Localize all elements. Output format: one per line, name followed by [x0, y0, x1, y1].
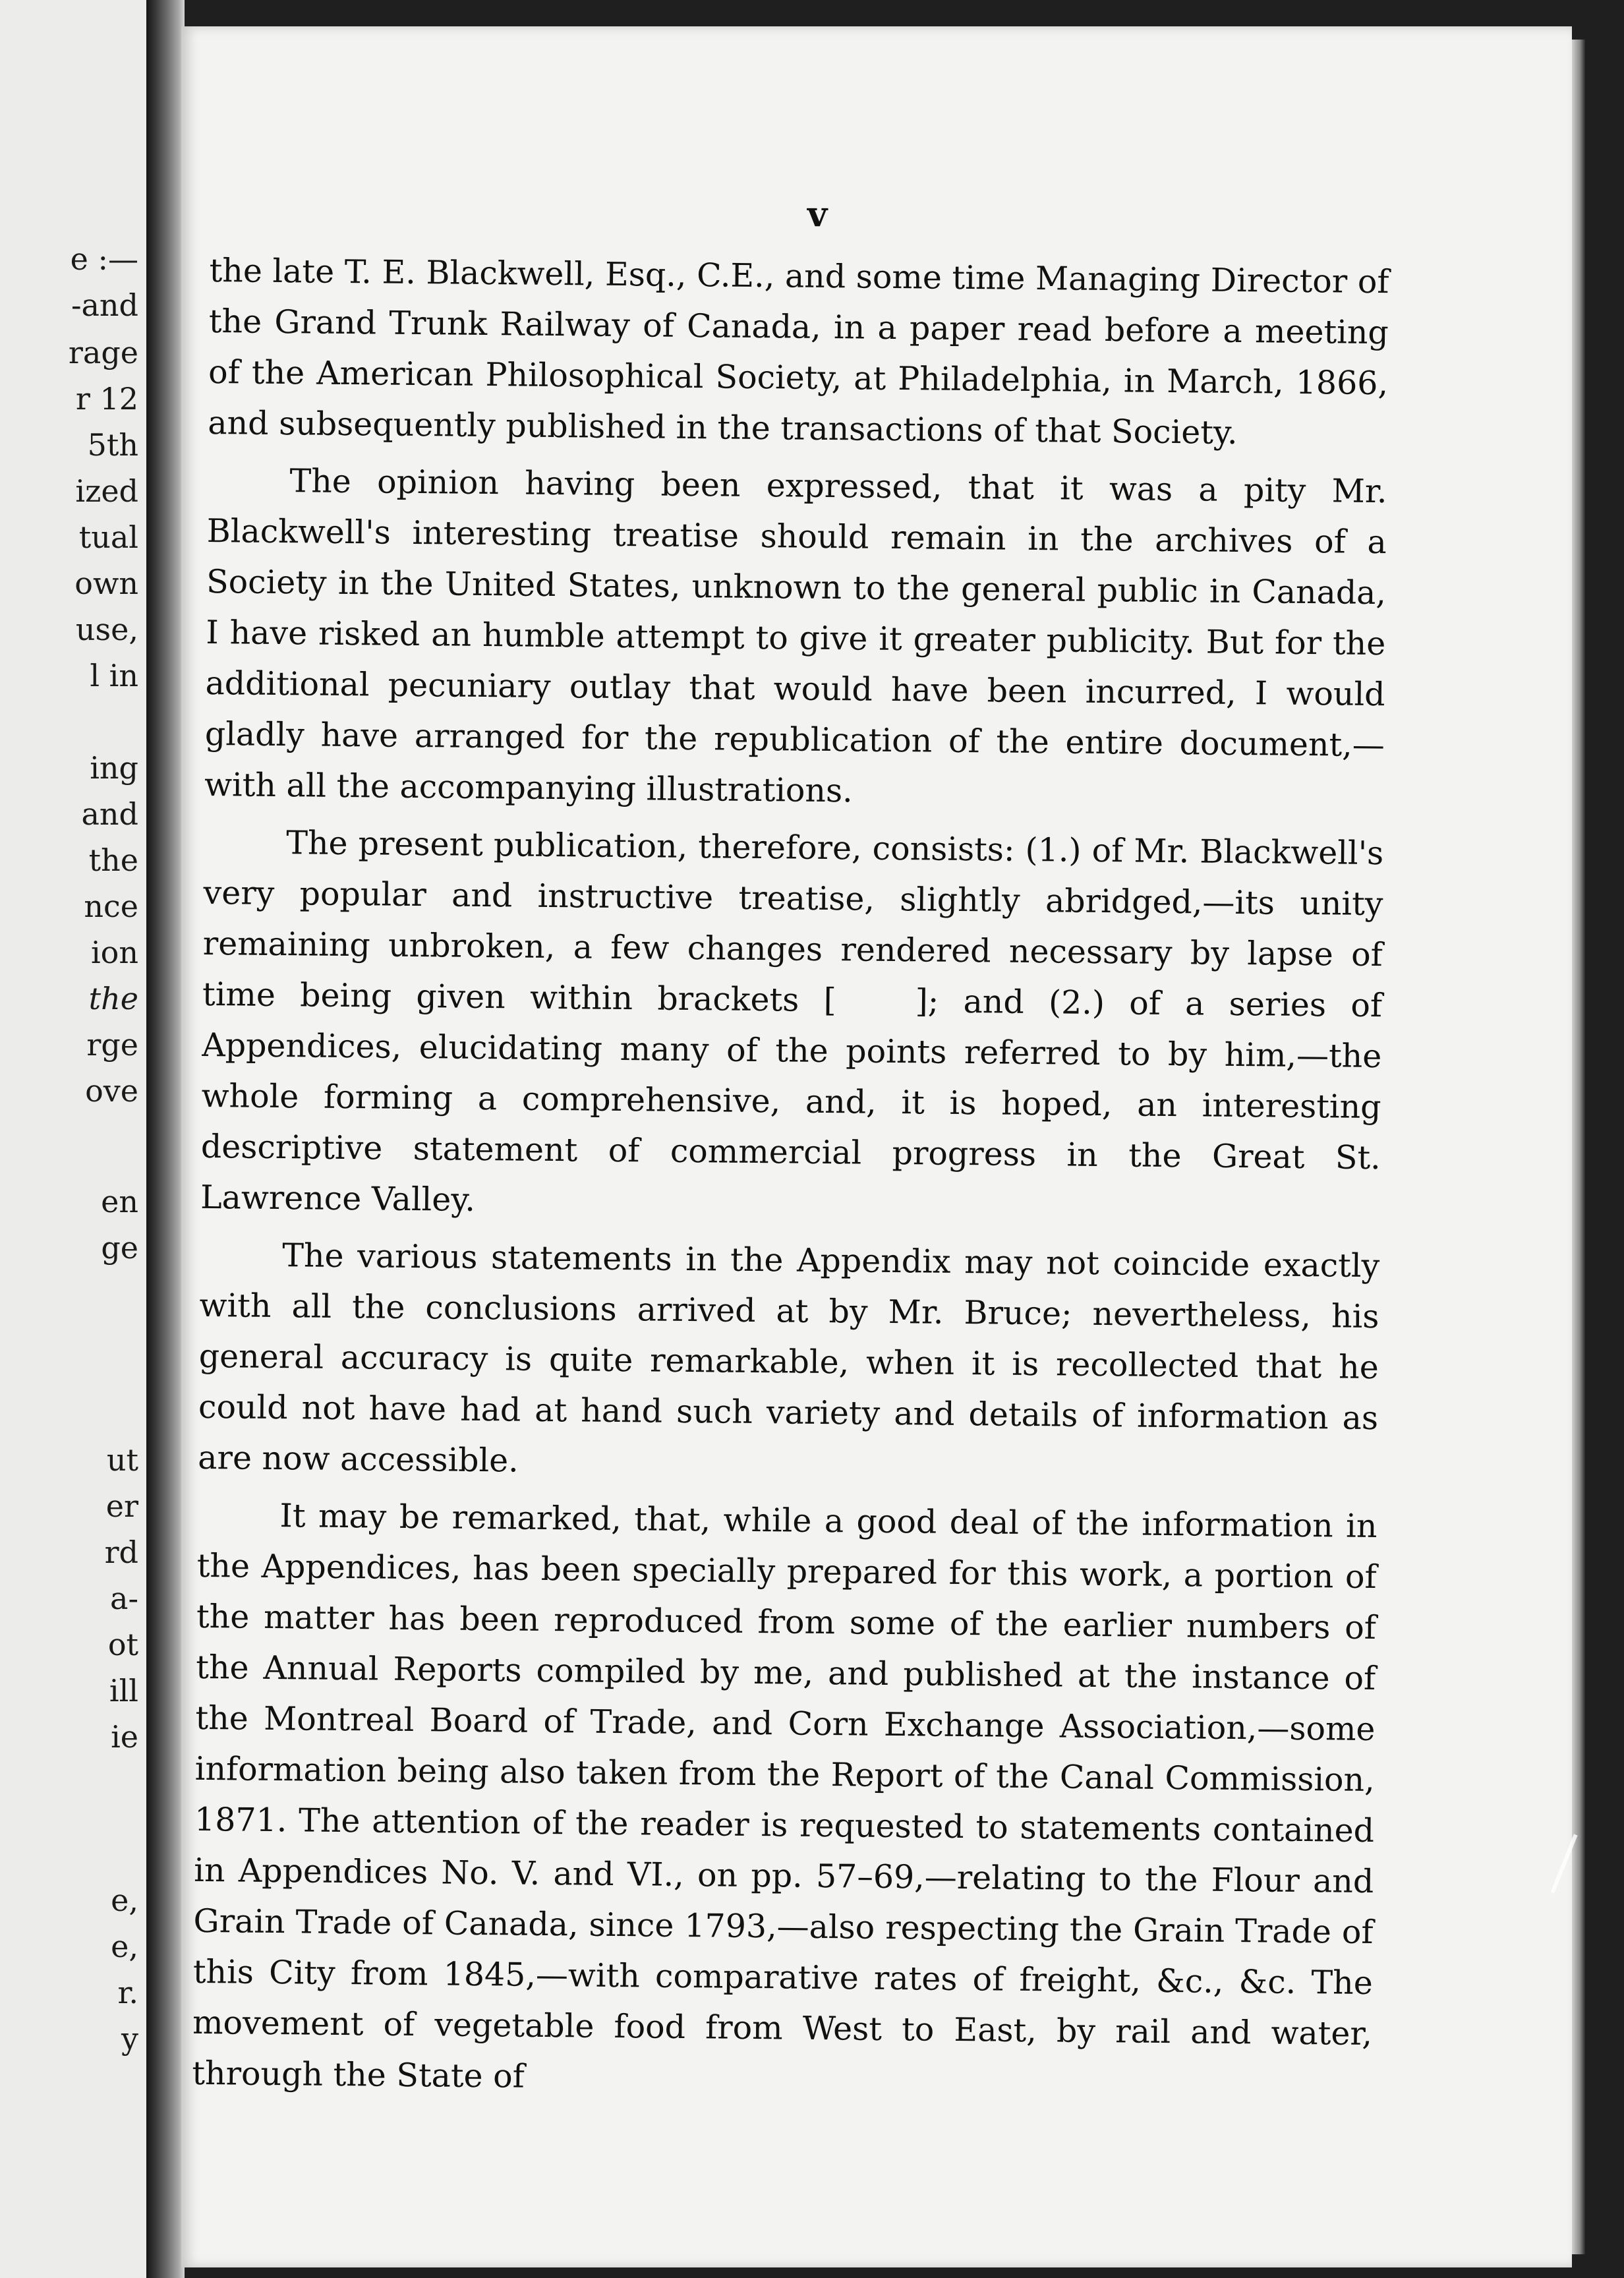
left-page-fragment	[0, 0, 146, 2278]
left-page-line: e :—	[70, 241, 138, 277]
left-page-line: ove	[85, 1073, 138, 1109]
left-page-line: the	[88, 842, 138, 878]
left-page-line: ie	[111, 1719, 138, 1755]
bracket-gap	[836, 1011, 915, 1012]
left-page-line: rage	[68, 335, 138, 370]
book-binding-gutter	[146, 0, 185, 2278]
left-page-line: er	[105, 1488, 138, 1524]
left-page-line: e,	[111, 1883, 138, 1918]
page-number: v	[807, 194, 828, 235]
paragraph-1: the late T. E. Blackwell, Esq., C.E., and some time Managing Director of the Grand Trunk Railway of Canada, in a paper read before a meeting of the American Philosophical Society, at Philadelphia, in March, 1866, and subsequently published in the transactions of that Society.	[208, 251, 1389, 452]
left-page-line: ge	[101, 1230, 138, 1266]
paragraph-5: It may be remarked, that, while a good deal of the information in the Appendices, has been specially prepared for this work, a portion of the matter has been reproduced from some of the earlier numbers of the Annual Reports compiled by me, and published at the instance of the Montreal Board of Trade, and Corn Exchange Association,—some information being also taken from the Report of the Canal Commission, 1871. The attention of the reader is requested to statements contained in Appendices No. V. and VI., on pp. 57–69,—relating to the Flour and Grain Trade of Canada, since 1793,—also respecting the Grain Trade of this City from 1845,—with comparative rates of freight, &c., &c. The movement of vegetable food from West to East, by rail and water, through the State of	[192, 1497, 1378, 2095]
left-page-line: rd	[104, 1534, 138, 1570]
body-text	[192, 245, 1389, 2117]
left-page-line: ut	[106, 1442, 138, 1478]
left-page-line: and	[81, 796, 138, 832]
left-page-line: en	[101, 1184, 138, 1219]
left-page-line: e,	[111, 1929, 138, 1964]
paragraph-3	[200, 817, 1384, 1234]
left-page-line: nce	[84, 889, 138, 924]
left-page-line: r.	[117, 1975, 138, 2010]
left-page-line: ot	[107, 1627, 138, 1662]
left-page-line: the	[88, 981, 138, 1016]
left-page-line: -and	[71, 287, 138, 323]
left-page-line: own	[74, 566, 138, 601]
paragraph-2: The opinion having been expressed, that it was a pity Mr. Blackwell's interesting treatise should remain in the archives of a Society in the United States, unknown to the general public in Canada, I have risked an humble attempt to give it greater publicity. But for the additional pecuniary outlay that would have been incurred, I would gladly have arranged for the republication of the entire document,—with all the accompanying illustrations.	[204, 462, 1387, 810]
left-page-line: ized	[75, 473, 138, 509]
page-edge	[1572, 40, 1585, 2254]
left-page-line: rge	[86, 1027, 138, 1063]
left-page-line: tual	[78, 519, 138, 555]
left-page-line: r 12	[75, 381, 138, 417]
paragraph-3-before-bracket: The present publication, therefore, consists: (1.) of Mr. Blackwell's very popular and instructive treatise, slightly abridged,—its unity remaining unbroken, a few changes rendered necessary by lapse of time being given within brackets [	[202, 824, 1384, 1020]
paragraph-3-after-bracket: ]; and (2.) of a series of Appendices, elucidating many of the points referred to by him,—the whole forming a comprehensive, and, it is hoped, an interesting descriptive statement of commercial progress in the Great St. Lawrence Valley.	[200, 982, 1383, 1219]
left-page-line: ion	[90, 935, 138, 970]
left-page-line: y	[121, 2021, 138, 2057]
left-page-line: use,	[75, 612, 138, 647]
left-page-line: l in	[90, 658, 138, 693]
left-page-line: ing	[90, 750, 138, 786]
left-page-line: ill	[109, 1673, 138, 1708]
left-page-line: a-	[110, 1581, 138, 1616]
paragraph-4: The various statements in the Appendix may not coincide exactly with all the conclusions arrived at by Mr. Bruce; nevertheless, his general accuracy is quite remarkable, when it is recollected that he could not have had at hand such variety and details of information as are now accessible.	[198, 1237, 1380, 1480]
left-page-line: 5th	[87, 427, 138, 463]
